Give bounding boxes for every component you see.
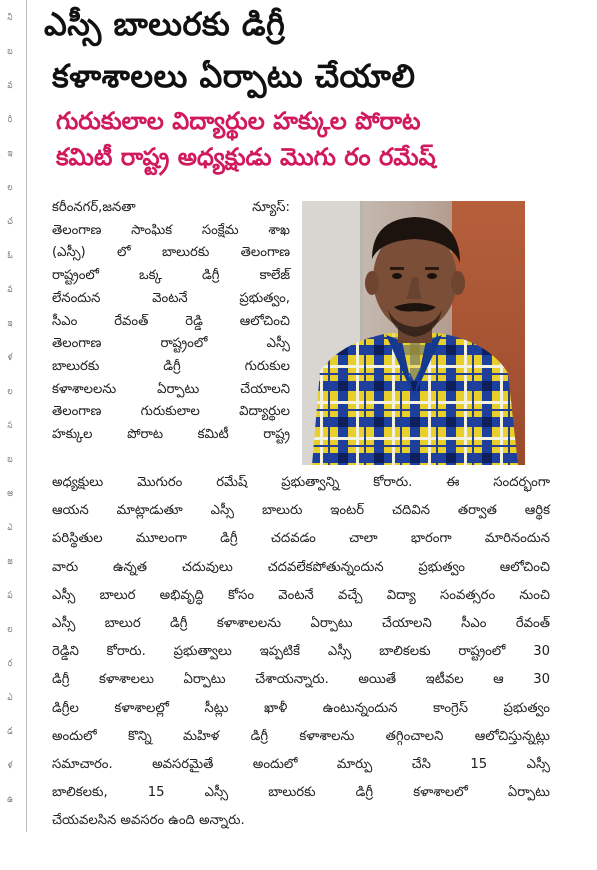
article-line: వారు ఉన్నత చదువులు చదవలేకపోతున్నందున ప్రభుత్వం ఆలోచించి bbox=[52, 559, 550, 575]
margin-fragment: ల bbox=[7, 624, 13, 635]
margin-fragment: ర bbox=[7, 658, 13, 669]
article-line: కళాశాలలను ఏర్పాటు చేయాలని bbox=[52, 381, 290, 397]
margin-fragment: బ bbox=[7, 454, 13, 465]
margin-fragment: ఉ bbox=[7, 794, 13, 805]
article-line: ఆయన మాట్లాడుతూ ఎస్సీ బాలురు ఇంటర్ చదివిన తర్వాత ఆర్థిక bbox=[52, 503, 550, 519]
article-line: డిగ్రీల కళాశాలల్లో సీట్లు ఖాళీ ఉంటున్నందున కాంగ్రెస్ ప్రభుత్వం bbox=[52, 700, 550, 716]
headline-line-1: ఎస్సీ బాలురకు డిగ్రీ bbox=[44, 5, 286, 43]
article-line: లేనందున వెంటనే ప్రభుత్వం, bbox=[52, 290, 290, 306]
article-line: డిగ్రీ కళాశాలలు ఏర్పాటు చేశాయన్నారు. అయితే ఇటీవల ఆ 30 bbox=[52, 672, 550, 688]
margin-fragment: రి bbox=[7, 114, 13, 125]
subheadline-line-2: కమిటీ రాష్ట్ర అధ్యక్షుడు మొగు రం రమేష్ bbox=[56, 143, 436, 171]
article-line: చేయవలసిన అవసరం ఉంది అన్నారు. bbox=[52, 813, 245, 829]
margin-fragment: చ bbox=[7, 216, 13, 227]
article-line: బాలురకు డిగ్రీ గురుకుల bbox=[52, 358, 290, 374]
portrait-illustration bbox=[302, 201, 525, 465]
margin-fragment: వ bbox=[7, 80, 13, 91]
article-line: తెలంగాణ గురుకులాల విద్యార్థుల bbox=[52, 404, 290, 420]
article-line: అధ్యక్షులు మొగురం రమేష్ ప్రభుత్వాన్ని కోరారు. ఈ సందర్భంగా bbox=[52, 475, 550, 490]
margin-fragment: స bbox=[7, 420, 13, 431]
column-divider bbox=[26, 0, 27, 832]
margin-fragment: ప bbox=[7, 590, 13, 601]
article-line: తెలంగాణ రాష్ట్రంలో ఎస్సీ bbox=[52, 336, 290, 352]
article-line: పరిస్థితుల మూలంగా డిగ్రీ చదవడం చాలా భారంగా మారినందున bbox=[52, 531, 550, 547]
margin-fragment: ఓ bbox=[7, 250, 13, 261]
article-line: హక్కుల పోరాట కమిటీ రాష్ట్ర bbox=[52, 427, 290, 442]
margin-fragment: ని bbox=[7, 12, 13, 23]
adjacent-column-edge bbox=[0, 0, 24, 870]
headline-line-2: కళాశాలలు ఏర్పాటు చేయాలి bbox=[52, 57, 416, 95]
margin-fragment: జ bbox=[7, 556, 13, 567]
article-line: బాలికలకు, 15 ఎస్సీ బాలురకు డిగ్రీ కళాశాలలో ఏర్పాటు bbox=[52, 785, 550, 801]
margin-fragment: వ bbox=[7, 284, 13, 295]
article-line: కరీంనగర్,జనతా న్యూస్: bbox=[52, 200, 290, 215]
article-line: రాష్ట్రంలో ఒక్క డిగ్రీ కాలేజ్ bbox=[52, 268, 290, 284]
portrait-photo bbox=[302, 201, 525, 465]
article-line: తెలంగాణ సాంఘిక సంక్షేమ శాఖ bbox=[52, 222, 290, 238]
article-line: రెడ్డిని కోరారు. ప్రభుత్వాలు ఇప్పటికే ఎస్సీ బాలికలకు రాష్ట్రంలో 30 bbox=[52, 644, 550, 660]
margin-fragment: ల bbox=[7, 182, 13, 193]
article-line: ఎస్సీ బాలుర డిగ్రీ కళాశాలలను ఏర్పాటు చేయాలని సీఎం రేవంత్ bbox=[52, 616, 550, 631]
article-line: అందులో కొన్ని మహిళ డిగ్రీ కళాశాలను తగ్గించాలని ఆలోచిస్తున్నట్లు bbox=[52, 728, 550, 744]
margin-fragment: బ bbox=[7, 46, 13, 57]
article-line: ఎస్సీ బాలుర అభివృద్ధి కోసం వెంటనే వచ్చే విద్యా సంవత్సరం నుంచి bbox=[52, 587, 550, 603]
subheadline-line-1: గురుకులాల విద్యార్థుల హక్కుల పోరాట bbox=[56, 107, 421, 135]
margin-fragment: ళ bbox=[7, 352, 13, 363]
margin-fragment: ఇ bbox=[7, 318, 13, 329]
margin-fragment: ల bbox=[7, 386, 13, 397]
article-line: (ఎస్సీ) లో బాలురకు తెలంగాణ bbox=[52, 245, 290, 261]
margin-fragment: డ bbox=[7, 726, 13, 737]
margin-fragment: ఎ bbox=[7, 522, 13, 533]
margin-fragment: ఆ bbox=[7, 488, 13, 499]
margin-fragment: ఇ bbox=[7, 148, 13, 159]
article-line: సీఎం రేవంత్ రెడ్డి ఆలోచించి bbox=[52, 313, 290, 329]
article-line: సమాచారం. అవసరమైతే అందులో మార్పు చేసి 15 ఎస్సీ bbox=[52, 757, 550, 772]
margin-fragment: ఎ bbox=[7, 692, 13, 703]
margin-fragment: ళ bbox=[7, 760, 13, 771]
